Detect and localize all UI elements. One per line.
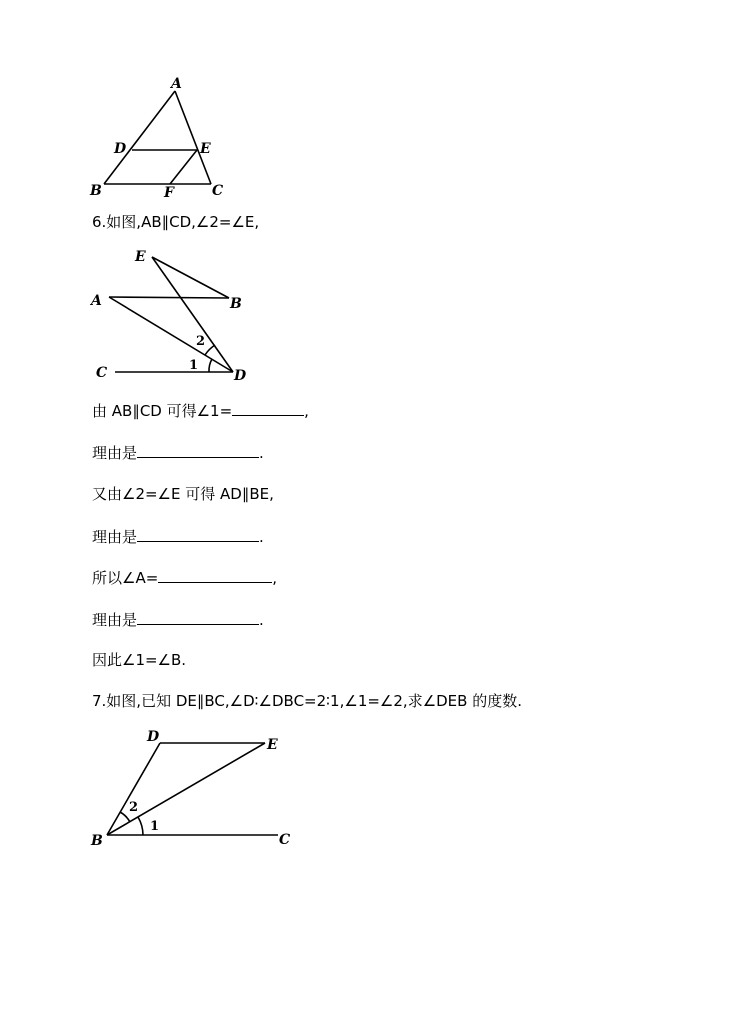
segment-be	[107, 743, 265, 835]
fig1-label-c: C	[212, 183, 224, 199]
fig2-angle2-label: 2	[196, 334, 206, 349]
line-suffix: ,	[272, 569, 278, 587]
problem6-line-1	[92, 400, 309, 421]
fig3-label-e: E	[267, 737, 278, 753]
line-prefix: 理由是	[92, 444, 138, 462]
angle2-arc	[205, 345, 215, 355]
line-prefix: 理由是	[92, 611, 138, 629]
problem6-statement: 6.如图,AB∥CD,∠2=∠E,	[92, 213, 260, 231]
fig1-label-f: F	[164, 185, 174, 201]
fig3-label-d: D	[147, 729, 160, 745]
line-suffix: ,	[304, 402, 309, 420]
fig2-label-c: C	[96, 365, 108, 381]
answer-blank[interactable]	[137, 609, 259, 625]
fig1-label-a: A	[171, 76, 182, 92]
line-prefix: 由 AB∥CD 可得∠1=	[92, 402, 233, 420]
angle1-arc	[209, 359, 212, 372]
segment-ef	[170, 150, 197, 184]
line-suffix: .	[259, 611, 264, 629]
segment-ad	[109, 297, 233, 372]
fig3-label-b: B	[91, 833, 103, 849]
fig2-label-a: A	[91, 293, 102, 309]
fig2-angle1-label: 1	[189, 358, 199, 373]
figure-problem6	[109, 257, 233, 372]
fig2-label-b: B	[230, 296, 242, 312]
segment-ab	[104, 91, 175, 184]
fig1-label-b: B	[90, 183, 102, 199]
line-prefix: 理由是	[92, 528, 138, 546]
line-suffix: .	[259, 528, 264, 546]
answer-blank[interactable]	[137, 442, 259, 458]
figure-triangle-abc	[104, 91, 211, 184]
fig1-label-d: D	[114, 141, 127, 157]
segment-ed	[152, 257, 233, 372]
fig2-label-e: E	[135, 249, 146, 265]
problem6-line-7: 因此∠1=∠B.	[92, 651, 187, 669]
answer-blank[interactable]	[158, 567, 272, 583]
problem6-line-2	[92, 442, 264, 463]
problem6-line-6	[92, 609, 264, 630]
problem6-line-4	[92, 526, 264, 547]
answer-blank[interactable]	[232, 400, 304, 416]
line-prefix: 所以∠A=	[92, 569, 159, 587]
problem6-line-3: 又由∠2=∠E 可得 AD∥BE,	[92, 485, 274, 503]
fig3-angle2-label: 2	[129, 800, 139, 815]
line-suffix: .	[259, 444, 264, 462]
problem6-line-5	[92, 567, 277, 588]
fig2-label-d: D	[234, 368, 247, 384]
segment-ab	[109, 297, 229, 298]
figure-problem7	[107, 743, 278, 835]
problem7-statement: 7.如图,已知 DE∥BC,∠D∶∠DBC=2∶1,∠1=∠2,求∠DEB 的度数.	[92, 692, 522, 710]
fig1-label-e: E	[200, 141, 211, 157]
answer-blank[interactable]	[137, 526, 259, 542]
segment-eb	[152, 257, 229, 298]
fig3-angle1-label: 1	[150, 819, 160, 834]
fig3-label-c: C	[279, 832, 291, 848]
angle1-arc	[138, 817, 143, 835]
